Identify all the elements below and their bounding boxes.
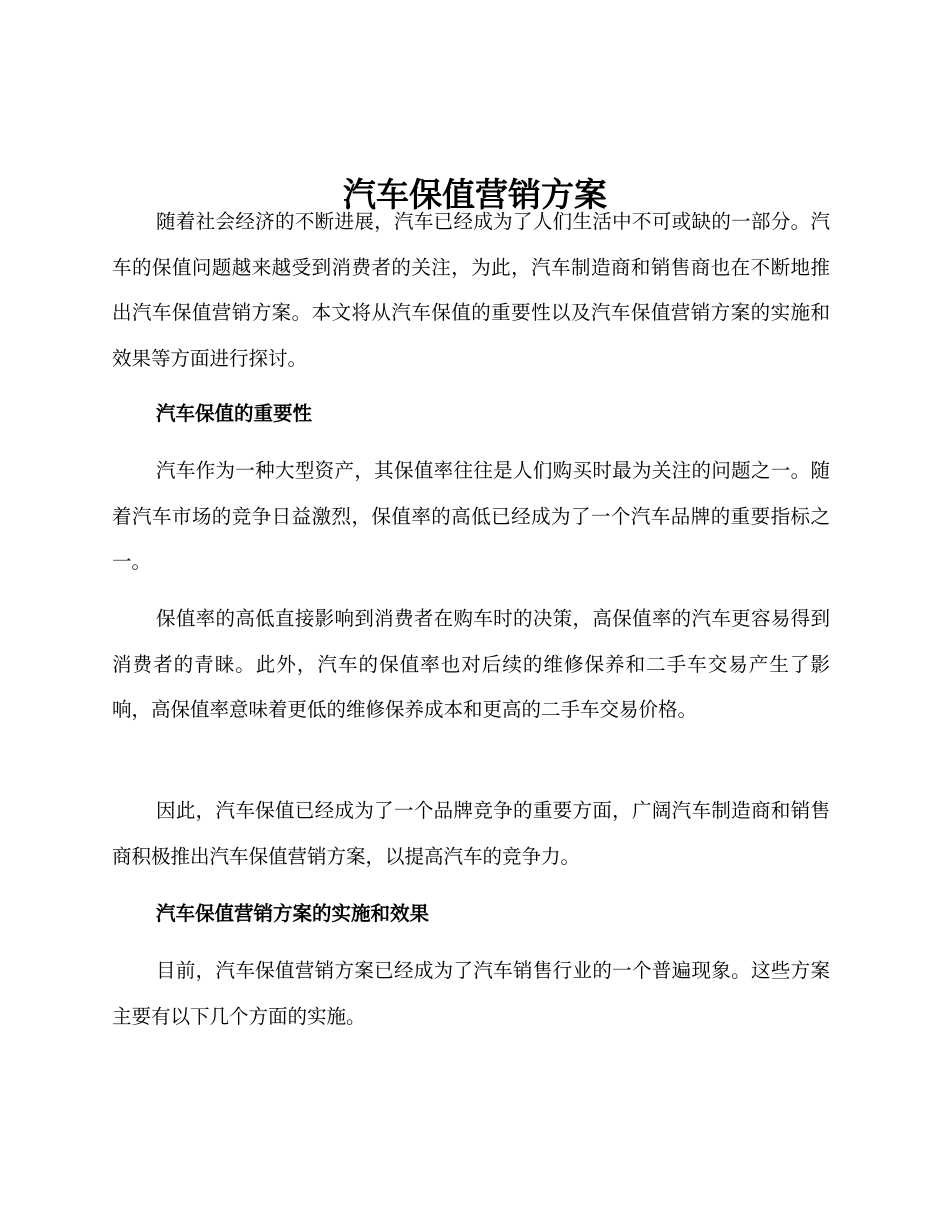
section1-paragraph-2: 保值率的高低直接影响到消费者在购车时的决策，高保值率的汽车更容易得到消费者的青睐。此外，汽车的保值率也对后续的维修保养和二手车交易产生了影响，高保值率意味着更低的维修保养成本和更高的二手车交易价格。 xyxy=(112,607,830,721)
section-heading-implementation: 汽车保值营销方案的实施和效果 xyxy=(156,902,430,925)
intro-paragraph: 随着社会经济的不断进展，汽车已经成为了人们生活中不可或缺的一部分。汽车的保值问题越来越受到消费者的关注，为此，汽车制造商和销售商也在不断地推出汽车保值营销方案。本文将从汽车保值的重要性以及汽车保值营销方案的实施和效果等方面进行探讨。 xyxy=(112,210,830,370)
section1-paragraph-3: 因此，汽车保值已经成为了一个品牌竞争的重要方面，广阔汽车制造商和销售商积极推出汽车保值营销方案，以提高汽车的竞争力。 xyxy=(112,799,830,868)
section-heading-importance: 汽车保值的重要性 xyxy=(156,402,313,425)
document-title: 汽车保值营销方案 xyxy=(343,175,607,215)
section1-paragraph-1: 汽车作为一种大型资产，其保值率往往是人们购买时最为关注的问题之一。随着汽车市场的竞争日益激烈，保值率的高低已经成为了一个汽车品牌的重要指标之一。 xyxy=(112,459,830,573)
section2-paragraph-1: 目前，汽车保值营销方案已经成为了汽车销售行业的一个普遍现象。这些方案主要有以下几个方面的实施。 xyxy=(112,959,830,1028)
